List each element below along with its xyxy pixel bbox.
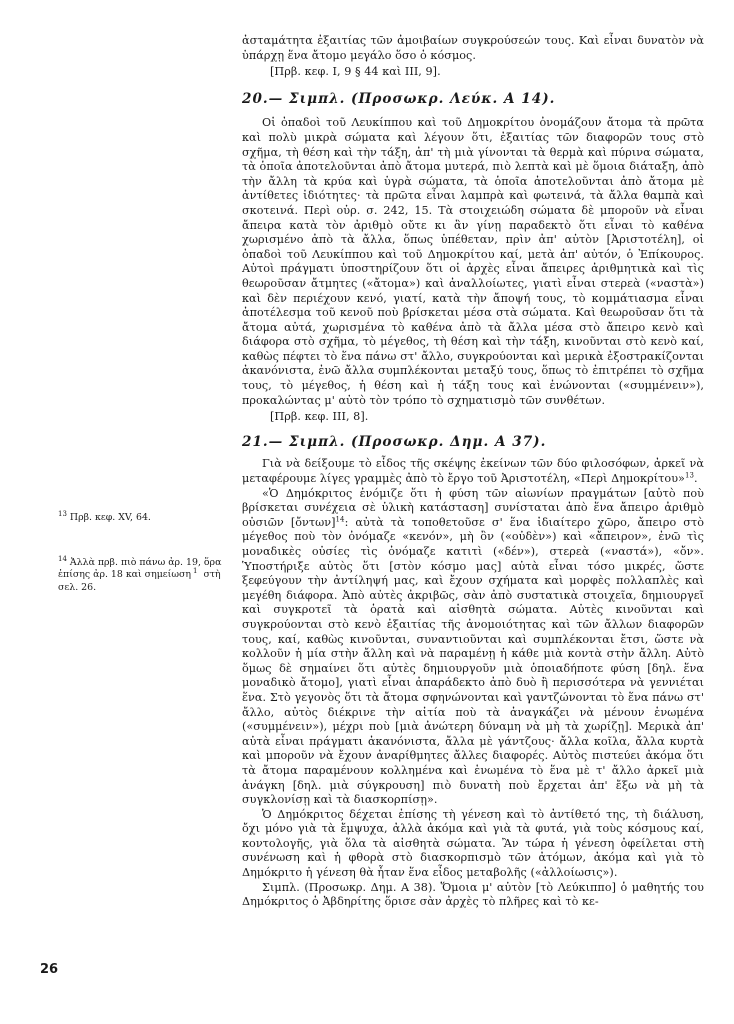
footnote-ref-14: 14	[335, 515, 345, 524]
footnote-13	[58, 509, 236, 524]
page-number: 26	[40, 962, 59, 977]
section-21-paragraph-2	[242, 487, 704, 808]
intro-paragraph: ἀσταμάτητα ἐξαιτίας τῶν ἀμοιβαίων συγκρούσεών τους. Καὶ εἶναι δυνατὸν νὰ ὑπάρχῃ ἕνα ἄτομο μεγάλο ὅσο ὁ κόσμος.	[242, 34, 704, 62]
footnote-14-number: 14	[58, 554, 67, 563]
section-20-reference: [Πρβ. κεφ. ΙΙΙ, 8].	[270, 410, 369, 424]
footnote-13-text: Πρβ. κεφ. XV, 64.	[69, 512, 151, 523]
section-20-heading: 20.— Σιμπλ. (Προσωκρ. Λεύκ. Α 14).	[242, 90, 556, 107]
section-21-p1-text: Γιὰ νὰ δείξουμε τὸ εἶδος τῆς σκέψης ἐκείνων τῶν δύο φιλοσόφων, ἀρκεῖ νὰ μεταφέρουμε λίγες γραμμὲς ἀπὸ τὸ ἔργο τοῦ Ἀριστοτέλη, «Περὶ Δημοκρίτου»	[242, 457, 704, 486]
footnote-14-text: Ἀλλὰ πρβ. πιὸ πάνω ἀρ. 19, ὅρα ἐπίσης ἀρ. 18 καὶ σημείωση	[58, 557, 222, 581]
section-20-paragraph: Οἱ ὀπαδοὶ τοῦ Λευκίππου καὶ τοῦ Δημοκρίτου ὀνομάζουν ἄτομα τὰ πρῶτα καὶ πολὺ μικρὰ σώματα καὶ λέγουν ὅτι, ἐξαιτίας τῶν διαφορῶν τους στὸ σχῆμα, τὴ θέση καὶ τὴν τάξη, ἀπ' τὴ μιὰ γίνονται τὰ θερμὰ καὶ πύρινα σώματα, τὰ ὁποῖα ἀποτελοῦνται ἀπὸ ἄτομα μυτερά, πιὸ λεπτὰ καὶ μὲ ὅμοια διάταξη, ἀπὸ τὴν ἄλλη τὰ κρύα καὶ ὑγρὰ σώματα, τὰ ὁποῖα ἀποτελοῦνται ἀπὸ ἄτομα μὲ ἀντίθετες ἰδιότητες· τὰ πρῶτα εἶναι λαμπρὰ καὶ φωτεινά, τὰ ἄλλα θαμπὰ καὶ σκοτεινά. Περὶ οὐρ. σ. 242, 15. Τὰ στοιχειώδη σώματα δὲ μποροῦν νὰ εἶναι ἄπειρα κατὰ τὸν ἀριθμὸ οὔτε κι ἂν γίνῃ παραδεκτὸ ὅτι εἶναι τὸ καθένα χωρισμένο ἀπὸ τὰ ἄλλα, ὅπως ὑπέθεταν, πρὶν ἀπ' αὐτὸν [Ἀριστοτέλη], οἱ ὀπαδοὶ τοῦ Λευκίππου καὶ τοῦ Δημοκρίτου καί, μετὰ ἀπ' αὐτόν, ὁ Ἐπίκουρος. Αὐτοὶ πράγματι ὑποστηρίζουν ὅτι οἱ ἀρχὲς εἶναι ἄπειρες ἀριθμητικὰ καὶ τὶς θεωροῦσαν ἄτμητες («ἄτομα») καὶ ἀναλλοίωτες, γιατὶ εἶναι στερεὰ («ναστὰ») καὶ δὲν περιέχουν κενό, γιατί, κατὰ τὴν ἄποψή τους, τὸ κομμάτιασμα εἶναι ἀποτέλεσμα τοῦ κενοῦ ποὺ βρίσκεται μέσα στὰ σώματα. Καὶ θεωροῦσαν ὅτι τὰ ἄτομα αὐτά, χωρισμένα τὸ καθένα ἀπὸ τὰ ἄλλα μέσα στὸ ἄπειρο κενὸ καὶ διάφορα στὸ σχῆμα, τὸ μέγεθος, τὴ θέση καὶ τὴν τάξη, κινοῦνται στὸ κενὸ καί, καθὼς πέφτει τὸ ἕνα πάνω στ' ἄλλο, συγκρούονται καὶ μερικὰ ἐξοστρακίζονται ἀκανόνιστα, ἐνῶ ἄλλα συμπλέκονται μεταξύ τους, ὅπως τὸ ἐπιτρέπει τὸ σχῆμα τους, τὸ μέγεθος, ἡ θέση καὶ ἡ τάξη τους καὶ ἑνώνονται («συμμένειν»), προκαλώντας μ' αὐτὸ τὸν τρόπο τὸ σχηματισμὸ τῶν συνθέτων.	[242, 116, 704, 407]
intro-reference: [Πρβ. κεφ. Ι, 9 § 44 καὶ ΙΙΙ, 9].	[270, 65, 441, 79]
footnote-14-text-2: στὴ σελ. 26.	[58, 569, 221, 593]
section-21-p2-rest: : αὐτὰ τὰ τοποθετοῦσε σ' ἕνα ἰδιαίτερο χῶρο, ἄπειρο στὸ μέγεθος ποὺ τὸν ὀνόμαζε «κενόν», μὴ ὂν («οὐδὲν») καὶ «ἄπειρον», ἐνῶ τὶς μοναδικὲς οὐσίες τὶς ὀνόμαζε κατιτὶ («δέν»), στερεὰ («ναστά»), «ὄν». Ὑποστήριξε αὐτὸς ὅτι [στὸν κόσμο μας] αὐτὰ εἶναι τόσο μικρές, ὥστε ξεφεύγουν τὴν ἀντίληψή μας, καὶ ἔχουν σχήματα καὶ μορφὲς πολλαπλὲς καὶ μεγέθη διάφορα. Ἀπὸ αὐτὲς ἀκριβῶς, σὰν ἀπὸ συστατικὰ στοιχεῖα, δημιουργεῖ καὶ συγκροτεῖ τὰ ὁρατὰ καὶ αἰσθητὰ σώματα. Αὐτὲς κινοῦνται καὶ συγκρούονται στὸ κενὸ ἐξαιτίας τῆς ἀνομοιότητας καὶ τῶν ἄλλων διαφορῶν τους, καί, καθὼς κινοῦνται, συναντιοῦνται καὶ συμπλέκονται ἔτσι, ὥστε νὰ κολλοῦν ἡ μία στὴν ἄλλη καὶ νὰ παραμένῃ ἡ κάθε μιὰ κοντὰ στὴν ἄλλη. Αὐτὸ ὅμως δὲ σημαίνει ὅτι αὐτὲς δημιουργοῦν μιὰ ὁποιαδήποτε φύση [δηλ. ἕνα μοναδικὸ ἄτομο], γιατὶ εἶναι ἀπαράδεκτο ἀπὸ δυὸ ἢ περισσότερα νὰ γεννιέται ἕνα. Στὸ γεγονὸς ὅτι τὰ ἄτομα σφηνώνονται καὶ γαντζώνονται τὸ ἕνα πάνω στ' ἄλλο, αὐτὸς διέκρινε τὴν αἰτία ποὺ τὰ ἀναγκάζει νὰ μένουν ἑνωμένα («συμμένειν»), μέχρι ποὺ [μιὰ ἀνώτερη δύναμη νὰ μὴ τὰ χωρίζῃ]. Μερικὰ ἀπ' αὐτὰ εἶναι πράγματι ἀκανόνιστα, ἄλλα μὲ γάντζους· ἄλλα κοῖλα, ἄλλα κυρτὰ καὶ μποροῦν νὰ ἔχουν ἀναρίθμητες ἄλλες διαφορές. Αὐτὸς πιστεύει ἀκόμα ὅτι τὰ ἄτομα παραμένουν κολλημένα καὶ ἑνωμένα τὸ ἕνα μὲ τ' ἄλλο ἀρκεῖ μιὰ ἀνάγκη [δηλ. μιὰ σύγκρουση] πιὸ δυνατὴ ποὺ ἔρχεται ἀπ' ἔξω νὰ μὴ τὰ συγκλονίσῃ καὶ τὰ διασκορπίσῃ».	[242, 515, 704, 807]
main-text-column	[242, 34, 704, 910]
footnote-13-number: 13	[58, 509, 67, 518]
section-21-paragraph-3: Ὁ Δημόκριτος δέχεται ἐπίσης τὴ γένεση καὶ τὸ ἀντίθετό της, τὴ διάλυση, ὄχι μόνο γιὰ τὰ ἔμψυχα, ἀλλὰ ἀκόμα καὶ γιὰ τὰ φυτά, γιὰ τοὺς κόσμους καί, κοντολογῆς, γιὰ ὅλα τὰ αἰσθητὰ σώματα. Ἂν τώρα ἡ γένεση ὀφείλεται στὴ συνένωση καὶ ἡ φθορὰ στὸ διασκορπισμὸ τῶν ἀτόμων, ἀκόμα καὶ γιὰ τὸ Δημόκριτο ἡ γένεση θὰ ἦταν ἕνα εἶδος μεταβολῆς («ἀλλοίωσις»).	[242, 807, 704, 880]
section-21-p2-text: «Ὁ Δημόκριτος ἐνόμιζε ὅτι ἡ φύση τῶν αἰωνίων πραγμάτων [αὐτὸ ποὺ βρίσκεται συνέχεια σὲ ὑλικὴ κατάσταση] συνίσταται ἀπὸ ἕνα ἄπειρο ἀριθμὸ οὐσιῶν [ὄντων]	[242, 486, 704, 529]
section-21-heading: 21.— Σιμπλ. (Προσωκρ. Δημ. Α 37).	[242, 433, 547, 450]
footnote-ref-13: 13	[684, 471, 694, 480]
section-21-paragraph-1	[242, 457, 704, 486]
section-21-paragraph-4: Σιμπλ. (Προσωκρ. Δημ. Α 38). Ὅμοια μ' αὐτὸν [τὸ Λεύκιππο] ὁ μαθητής του Δημόκριτος ὁ Ἀβδηρίτης ὅρισε σὰν ἀρχὲς τὸ πλῆρες καὶ τὸ κε-	[242, 880, 704, 909]
footnote-14-sup: 1	[192, 567, 198, 576]
footnote-14	[58, 554, 236, 594]
section-21-p1-end: .	[693, 472, 698, 486]
